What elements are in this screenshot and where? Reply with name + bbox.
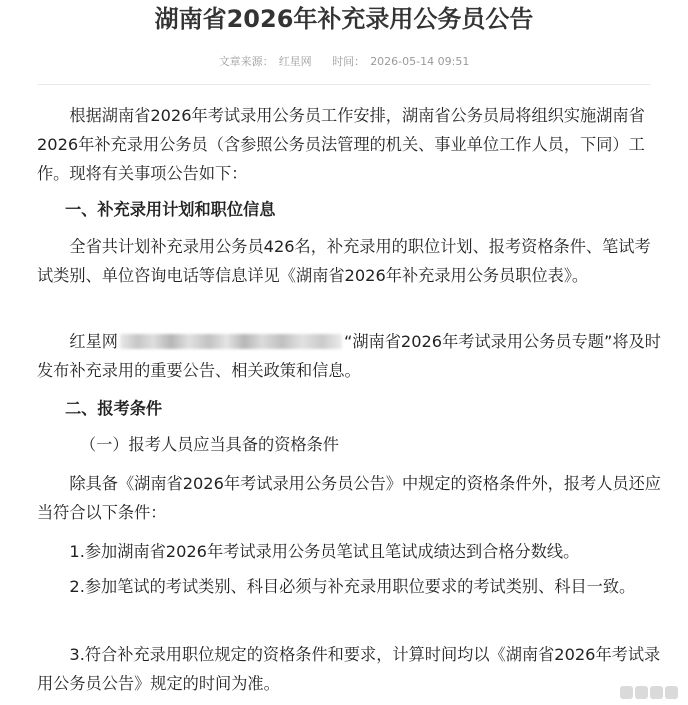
condition-item-1: 1.参加湖南省2026年考试录用公务员笔试且笔试成绩达到合格分数线。 [69,542,580,561]
time-label: 时间： [332,55,366,68]
redacted-link [120,334,342,349]
section1-heading: 一、补充录用计划和职位信息 [65,200,276,219]
article-meta [0,54,688,70]
time-value: 2026-05-14 09:51 [370,55,470,68]
subsection1-heading: （一）报考人员应当具备的资格条件 [80,435,339,454]
section2-heading: 二、报考条件 [65,399,163,418]
source-label: 文章来源： [218,55,274,68]
intro-paragraph: 根据湖南省2026年考试录用公务员工作安排，湖南省公务员局将组织实施湖南省2026年补充录用公务员（含参照公务员法管理的机关、事业单位工作人员，下同）工作。现将有关事项公告如下： [37,106,645,183]
watermark-logo [620,683,678,701]
section1-note [37,327,665,385]
section1-note-suffix: “湖南省2026年考试录用公务员专题”将及时发布补充录用的重要公告、相关政策和信息。 [37,332,661,380]
source-value: 红星网 [278,55,312,68]
subsection1-body: 除具备《湖南省2026年考试录用公务员公告》中规定的资格条件外，报考人员还应当符合以下条件： [37,474,661,522]
condition-item-3: 3.符合补充录用职位规定的资格条件和要求，计算时间均以《湖南省2026年考试录用公务员公告》规定的时间为准。 [37,645,661,693]
condition-item-2: 2.参加笔试的考试类别、科目必须与补充录用职位要求的考试类别、科目一致。 [69,577,636,596]
meta-divider [38,84,650,85]
section1-body: 全省共计划补充录用公务员426名，补充录用的职位计划、报考资格条件、笔试考试类别、单位咨询电话等信息详见《湖南省2026年补充录用公务员职位表》。 [37,237,651,285]
section1-note-prefix: 红星网 [69,332,118,351]
article-title: 湖南省2026年补充录用公务员公告 [154,5,534,33]
